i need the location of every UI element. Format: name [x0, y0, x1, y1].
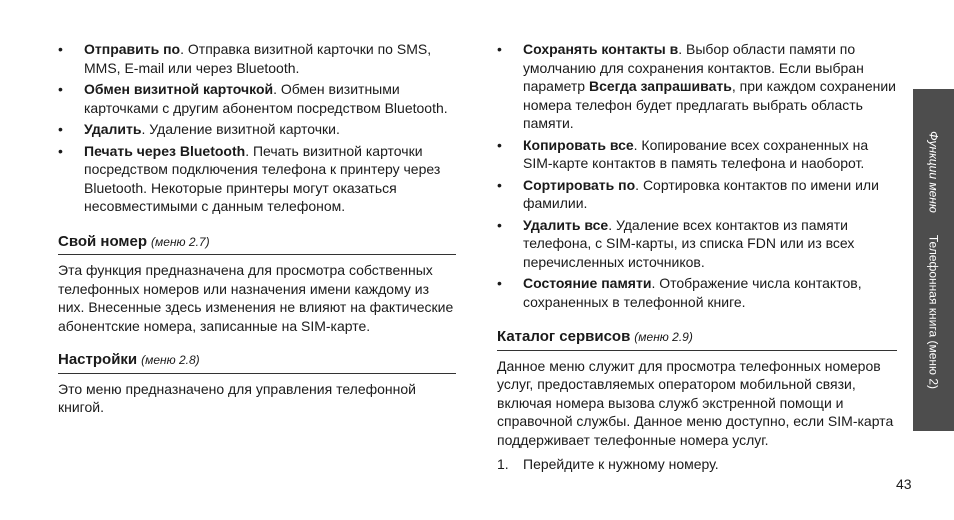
- section-own-number: [58, 233, 456, 336]
- section-heading: Свой номер (меню 2.7): [58, 233, 456, 256]
- list-item: • Состояние памяти. Отображение числа контактов, сохраненных в телефонной книге.: [497, 274, 897, 311]
- side-tab-section: Телефонная книга (меню 2): [926, 234, 941, 390]
- list-item: • Печать через Bluetooth. Печать визитной карточки посредством подключения телефона к принтеру через Bluetooth. Некоторые принтеры могут оказаться несовместимыми с данным телефоном.: [58, 142, 456, 216]
- list-item: • Сохранять контакты в. Выбор области памяти по умолчанию для сохранения контактов. Если выбран параметр Всегда запрашивать, при каждом сохранении номера телефон будет предлагать выбрать область памяти.: [497, 40, 897, 133]
- list-item: • Удалить все. Удаление всех контактов из памяти телефона, с SIM-карты, из списка FDN или из всех перечисленных источников.: [497, 216, 897, 272]
- list-item: • Отправить по. Отправка визитной карточки по SMS, MMS, E-mail или через Bluetooth.: [58, 40, 456, 77]
- list-item: • Копировать все. Копирование всех сохраненных на SIM-карте контактов в память телефона и наоборот.: [497, 136, 897, 173]
- section-body: Эта функция предназначена для просмотра собственных телефонных номеров или назначения имени каждому из них. Внесенные здесь изменения не влияют на фактические абонентские номера, записанные на SIM-карте.: [58, 262, 454, 334]
- section-body: Данное меню служит для просмотра телефонных номеров услуг, предоставляемых оператором мобильной связи, включая номера вызова служб экстренной помощи и справочной службы. Данное меню доступно, если SIM-карта поддерживает телефонные номера услуг.: [497, 357, 894, 448]
- page-number: 43: [896, 476, 912, 492]
- section-heading: Настройки (меню 2.8): [58, 351, 456, 374]
- right-column: [497, 40, 897, 474]
- section-body: Это меню предназначено для управления телефонной книгой.: [58, 380, 416, 415]
- section-heading: Каталог сервисов (меню 2.9): [497, 328, 897, 351]
- side-tab-chapter: Функции меню: [926, 130, 941, 213]
- step-item: 1. Перейдите к нужному номеру.: [497, 456, 719, 472]
- section-settings: [58, 351, 456, 417]
- list-item: • Удалить. Удаление визитной карточки.: [58, 120, 456, 139]
- section-service-catalog: [497, 328, 897, 474]
- right-bullet-list: [497, 40, 897, 311]
- list-item: • Сортировать по. Сортировка контактов по имени или фамилии.: [497, 176, 897, 213]
- left-bullet-list: [58, 40, 456, 216]
- list-item: • Обмен визитной карточкой. Обмен визитными карточками с другим абонентом посредством Bluetooth.: [58, 80, 456, 117]
- chapter-side-tab: [913, 89, 954, 431]
- left-column: [58, 40, 456, 417]
